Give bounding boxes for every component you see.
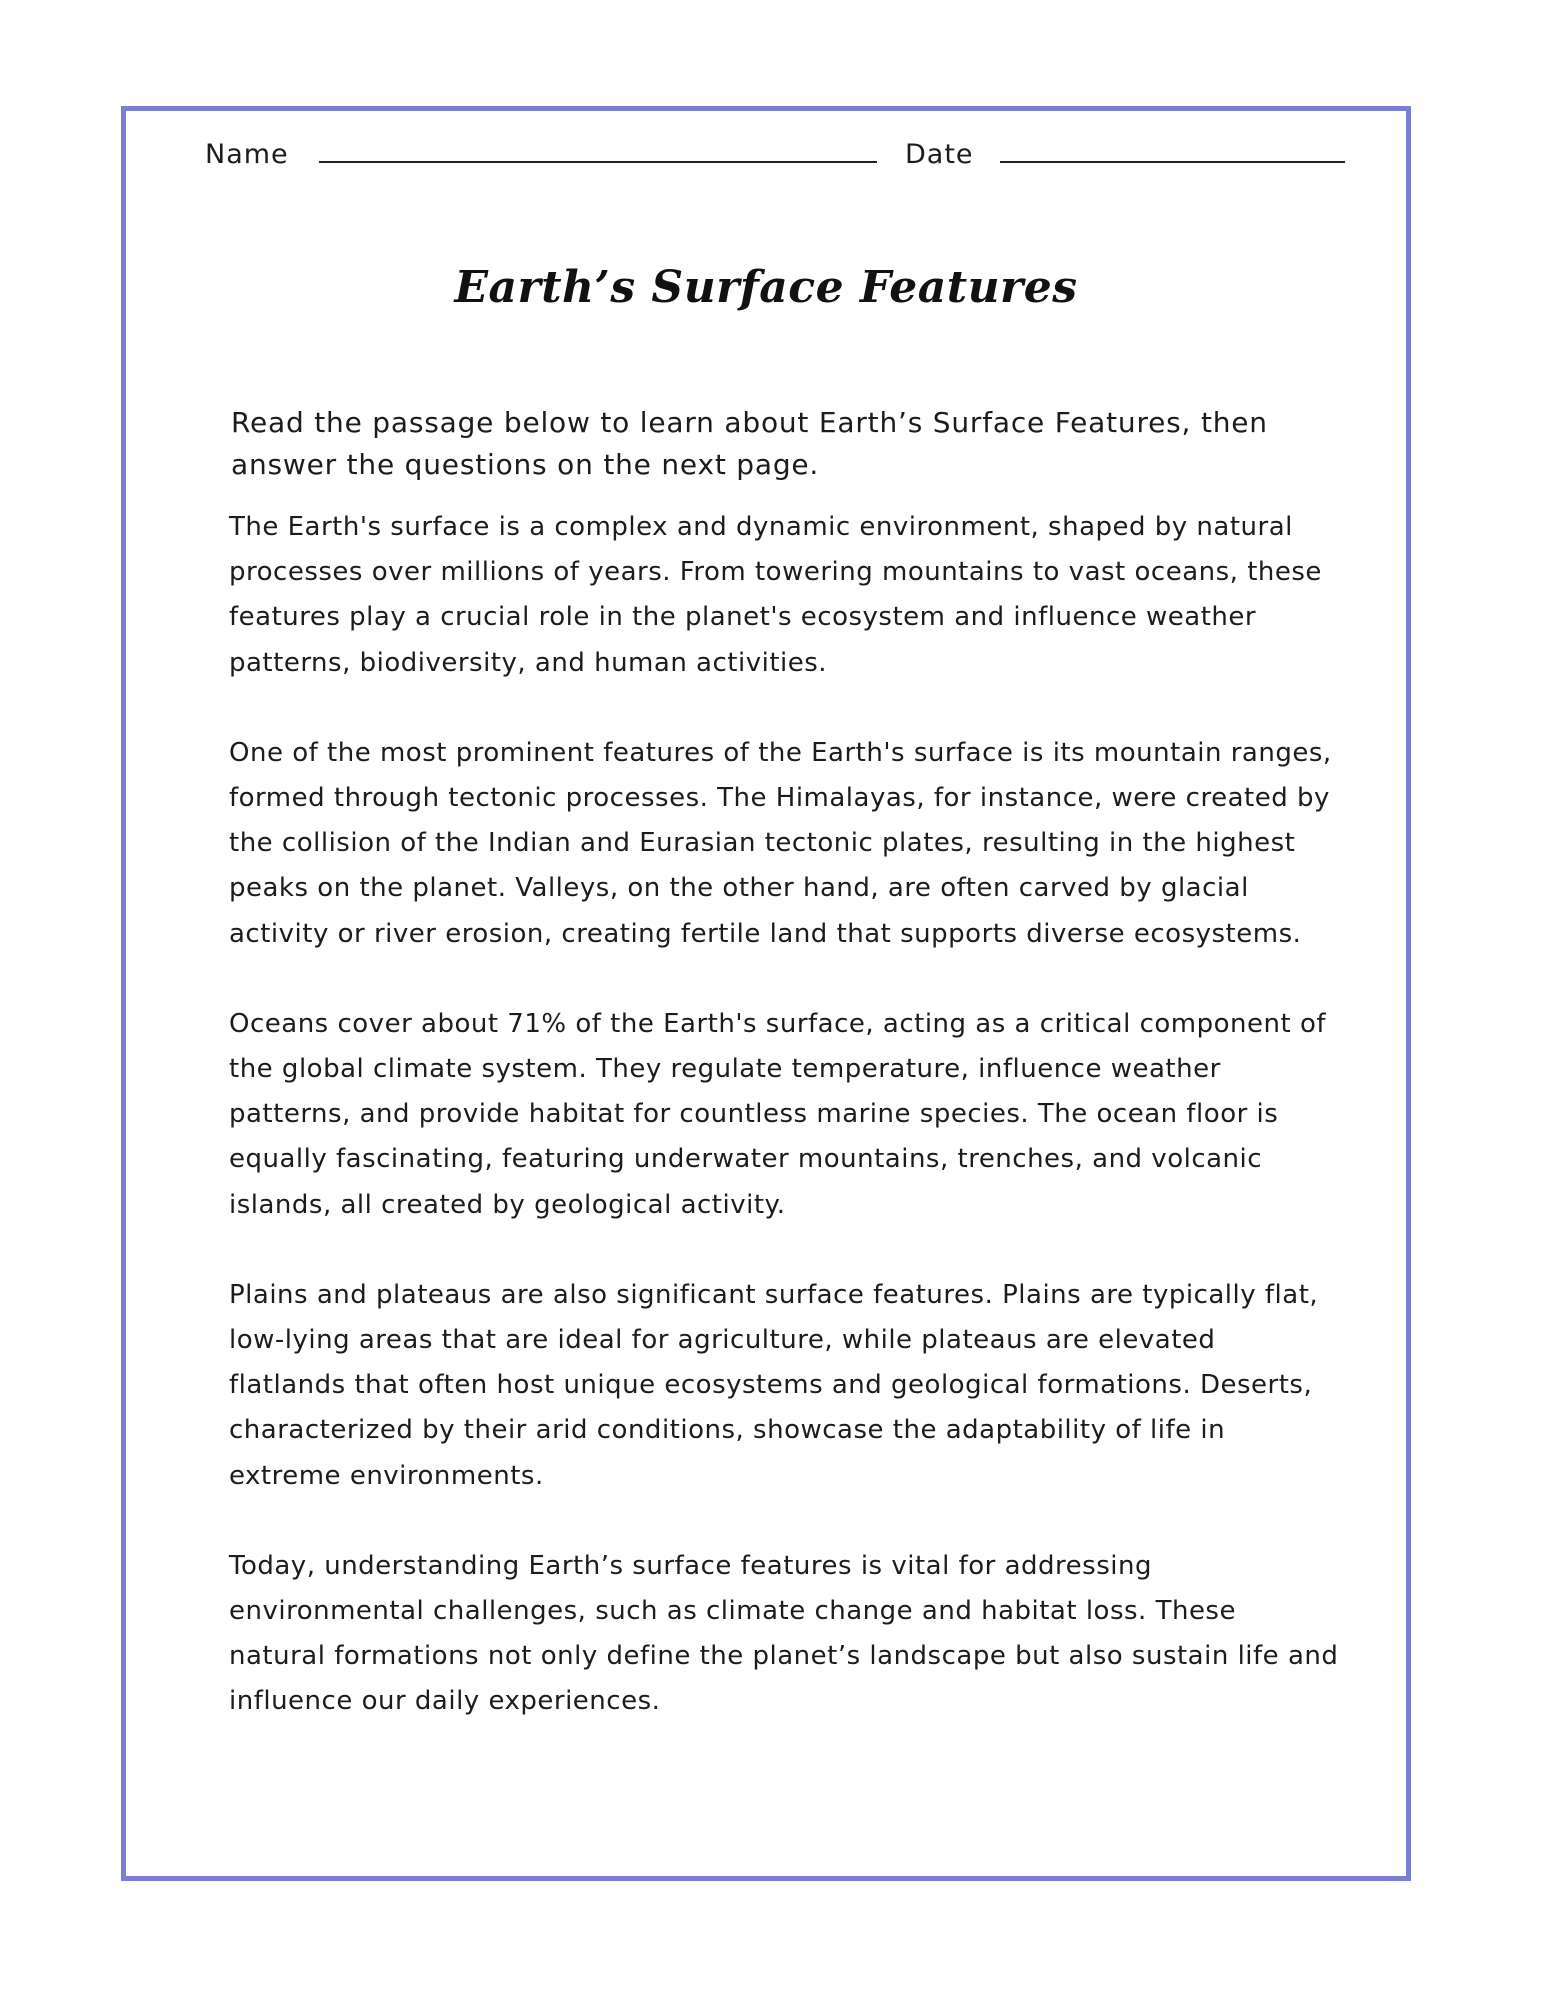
reading-passage (229, 505, 1339, 1770)
passage-paragraph: Today, understanding Earth’s surface features is vital for addressing environmental challenges, such as climate change and habitat loss. These natural formations not only define the planet’s landscape but also sustain life and influence our daily experiences. (229, 1550, 1339, 1717)
passage-paragraph: One of the most prominent features of the Earth's surface is its mountain ranges, formed through tectonic processes. The Himalayas, for instance, were created by the collision of the Indian and Eurasian tectonic plates, resulting in the highest peaks on the planet. Valleys, on the other hand, are often carved by glacial activity or river erosion, creating fertile land that supports diverse ecosystems. (229, 737, 1332, 949)
date-label: Date (905, 139, 974, 170)
date-blank-line (1000, 161, 1345, 163)
passage-paragraph: The Earth's surface is a complex and dynamic environment, shaped by natural processes over millions of years. From towering mountains to vast oceans, these features play a crucial role in the planet's ecosystem and influence weather patterns, biodiversity, and human activities. (229, 512, 1322, 678)
name-label: Name (205, 139, 289, 170)
name-date-row (205, 137, 1345, 181)
instructions: Read the passage below to learn about Earth’s Surface Features, then answer the questions on the next page. (231, 406, 1268, 481)
passage-paragraph: Oceans cover about 71% of the Earth's surface, acting as a critical component of the global climate system. They regulate temperature, influence weather patterns, and provide habitat for countless marine species. The ocean floor is equally fascinating, featuring underwater mountains, trenches, and volcanic islands, all created by geological activity. (229, 1008, 1326, 1220)
page-title: Earth’s Surface Features (454, 262, 1078, 313)
name-blank-line (319, 161, 877, 163)
passage-paragraph: Plains and plateaus are also significant surface features. Plains are typically flat, low-lying areas that are ideal for agriculture, while plateaus are elevated flatlands that often host unique ecosystems and geological formations. Deserts, characterized by their arid conditions, showcase the adaptability of life in extreme environments. (229, 1279, 1319, 1491)
